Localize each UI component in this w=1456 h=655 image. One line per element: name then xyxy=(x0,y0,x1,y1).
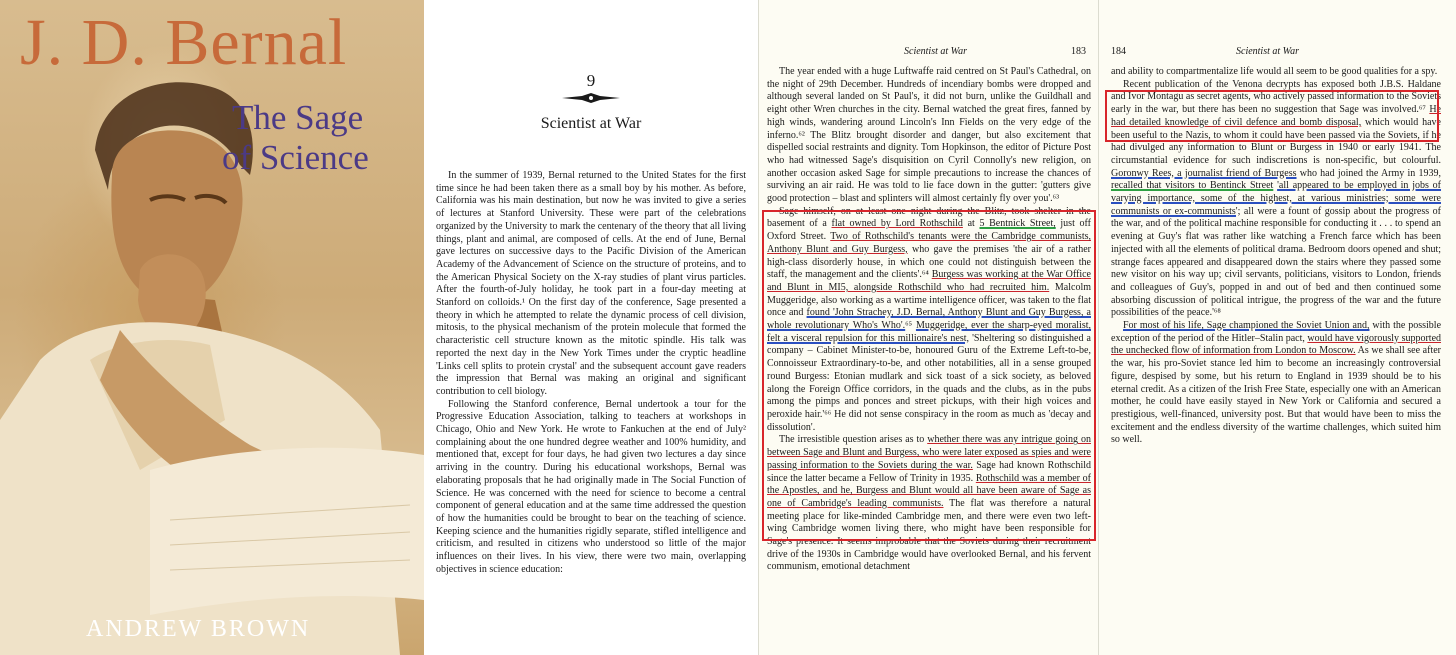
page-3-body xyxy=(1111,66,1441,447)
page-3-paragraph: and ability to compartmentalize life would all seem to be good qualities for a spy. xyxy=(1111,66,1438,77)
running-head: Scientist at War xyxy=(904,46,967,57)
blue-underlined-passage: For most of his life, Sage championed the Soviet Union and, xyxy=(1123,320,1370,332)
book-page-184 xyxy=(1098,0,1456,655)
blue-underlined-passage: found 'John Strachey, J.D. Bernal, Anthony Blunt and Guy Burgess, a whole revolutionary Who's Who'. xyxy=(767,307,1091,332)
blue-underlined-passage: Muggeridge, ever the sharp-eyed moralist, felt a visceral repulsion for this millionaire's nest, xyxy=(767,320,1091,344)
book-cover xyxy=(0,0,424,655)
text-run: Sage himself, on at least one night during the Blitz, took shelter in the basement of a xyxy=(767,205,1091,230)
text-run: 'Sheltering so distinguished a company – Cabinet Minister-to-be, honoured Guru of the Extreme Left-to-be, Connoisseur Extraordinary-to-be, and other notabilities, all in a sense grouped round Burgess: Etonian mudlark and sick toast of a sick society, as beloved along the Foreign Office corridors, in the quads and the clubs, as in the pubs among the pimps and ponces and street pickups, with their high voices and peroxide hair.'⁶⁶ He did not sense conspiracy in the room as much as 'decay and dissolution'. xyxy=(767,332,1091,433)
page-1-paragraph: In the summer of 1939, Bernal returned to the United States for the first time since he had been taken there as a small boy by his mother. As before, California was his main destination, but now he was invited to give a series of lectures at Stanford University. These were part of the celebrations organized by the University to mark the centenary of the theory that all living things, plant and animal, are composed of cells. At the end of June, Bernal gave lectures on successive days to the Pacific Division of the American Academy of the Advancement of Science on the structure of proteins, and to the American Physical Society on the X-ray studies of plant virus particles. After the fourth-of-July holiday, he took part in a four-day meeting at Stanford on colloids.¹ On the first day of the conference, Sage presented a theory in which he attempted to relate the dynamic process of cell division, mitosis, to the physical mechanism of the protein molecule that formed the characteristic cell structure known as the mitotic spindle. His talk was reported the next day in the New York Times under the cryptic headline 'Links cell splits to protein crystal' and the subsequent account gave readers the impression that Bernal was making an original and significant contribution to cell biology. xyxy=(436,170,746,397)
cover-writer-name: ANDREW BROWN xyxy=(86,616,311,642)
text-run: which would have been useful to the Nazis, to whom it could have been passed via the Soviets, if he had divulged any information to Blunt or Burgess in 1940 or early 1941. The circumstantial evidence for such indiscretions is non-specific, but colourful. xyxy=(1111,116,1441,166)
page-2-highlighted-paragraph xyxy=(767,434,1091,574)
blue-underlined-passage: 'all appeared to be employed in jobs of varying importance, some of the highest, at various ministries; some were communists or ex-communists'; xyxy=(1111,180,1442,217)
red-underlined-passage: whether there was any intrigue going on between Sage and Blunt and Burgess, who were later exposed as spies and were passing information to the Soviets during the war. xyxy=(767,434,1091,471)
red-underlined-passage: Two of Rothschild's tenants were the Cambridge communists, Anthony Blunt and Guy Burgess, xyxy=(767,231,1091,255)
page-number: 183 xyxy=(1071,46,1086,57)
text-run: As we shall see after the war, his pro-Soviet stance led him to become an increasingly controversial figure, despised by some, but his return to England in 1939 should be to his eternal credit. As a citizen of the Irish Free State, especially one with an American mother, he could have easily stayed in New York or California and secured a prestigious, well-financed, university post. But that would have been to miss the excitement and the endless diversity of the wartime challenges, which suited him so well. xyxy=(1111,345,1441,446)
red-underlined-passage: would have vigorously supported the unchecked flow of information from London to Moscow. xyxy=(1111,332,1442,357)
cover-title xyxy=(222,98,424,178)
page-3-highlighted-paragraph xyxy=(1111,79,1441,320)
running-head: Scientist at War xyxy=(1236,46,1299,57)
cover-title-line-2: of Science xyxy=(222,138,369,177)
text-run: all were a fount of gossip about the progress of the war, and of the political machine responsible for conducting it . . . to spend an evening at Guy's flat was rather like watching a French farce which has been injected with all the elements of political drama. Bedroom doors opened and shut; strange faces appeared and disappeared down the stairs where they passed some new visitor on his way up; civil servants, politicians, visitors to London, friends and colleagues of Guy's, popped in and out of bed and then continued some absorbing discussion of political intrigue, the progress of the war and the future possibilities of the peace.'⁶⁸ xyxy=(1111,205,1441,319)
book-page-183 xyxy=(758,0,1098,655)
text-run: with the possible exception of the period of the Hitler–Stalin pact, xyxy=(1111,320,1442,344)
text-run: Recent publication of the Venona decrypts has exposed both J.B.S. Haldane and Ivor Montagu as secret agents, who actively passed information to the Soviets early in the war, but there has been no suggestion that Sage was involved.⁶⁷ xyxy=(1111,78,1441,116)
text-run: ⁶⁵ xyxy=(905,320,916,332)
page-number: 184 xyxy=(1111,46,1126,57)
red-underlined-passage: He had detailed knowledge of civil defence and bomb disposal, xyxy=(1111,104,1441,128)
cover-author-name: J. D. Bernal xyxy=(20,6,348,79)
page-2-paragraph: The year ended with a huge Luftwaffe raid centred on St Paul's Cathedral, on the night of 29th December. Hundreds of incendiary bombs were dropped and although several landed on St Paul's, it did not burn, unlike the Guildhall and eight other Wren churches in the city. Bernal watched the great fires, fanned by high winds, wandering around Lincoln's Inn Fields on the very edge of the inferno.⁶² The Blitz brought disorder and danger, but also excitement that dispelled social restraints and dignity. Tom Hopkinson, the editor of Picture Post who had witnessed Sage's disquisition on Cyril Connolly's new religion, on another occasion asked Sage for simple precautions to increase the chances of surviving an air raid. He was told to lie face down in the gutter: 'gutters give good protection – blast and splinters will almost certainly fly over you'.⁶³ xyxy=(767,66,1091,205)
page-1-body xyxy=(436,170,746,577)
red-underlined-passage: Burgess was working at the War Office and Blunt in MI5, alongside Rothschild who had recruited him. xyxy=(767,269,1091,293)
green-underlined-passage: recalled that visitors to Bentinck Street xyxy=(1111,180,1274,192)
red-underlined-passage: flat owned by Lord Rothschild xyxy=(831,218,963,230)
text-run: Sage had known Rothschild since the latter became a Fellow of Trinity in 1935. xyxy=(767,459,1091,484)
page-3-paragraph xyxy=(1111,320,1441,447)
book-page-chapter-opening xyxy=(424,0,758,655)
text-run: The irresistible question arises as to xyxy=(779,434,928,446)
blue-underlined-passage: Goronwy Rees, a journalist friend of Burgess xyxy=(1111,167,1297,179)
page-2-highlighted-paragraph xyxy=(767,206,1091,435)
text-run: at xyxy=(962,218,980,230)
red-underlined-passage: Rothschild was a member of the Apostles, and he, Burgess and Blunt would all have been aware of Sage as one of Cambridge's leading communists. xyxy=(767,472,1092,509)
text-run: who gave the premises 'the air of a rather high-class disorderly house, in which one could not distinguish between the staff, the management and the clients'.⁶⁴ xyxy=(767,243,1092,281)
chapter-ornament-icon xyxy=(562,93,620,103)
green-underlined-passage: 5 Bentnick Street, xyxy=(979,218,1056,230)
text-run: just off Oxford Street. xyxy=(767,218,1091,243)
chapter-number: 9 xyxy=(586,71,596,90)
page-1-paragraph: Following the Stanford conference, Bernal undertook a tour for the Progressive Education Association, talking to teachers at workshops in Chicago, Ohio and New York. He wrote to Fankuchen at the end of July² complaining about the one hundred degree weather and 100% humidity, and mentioned that, except for four days, he had given two lectures a day since arriving in the country. During his educational workshops, Bernal was elaborating proposals that he had originally made in The Social Function of Science. He was concerned with the need for science to become a central component of general education and at the same time addressed the question of how the humanities could be brought to bear on the teaching of science. Keeping science and the humanities rigidly separate, stifled intelligence and criticism, and resulted in citizens who understood so little of the major influences on their lives. In his view, there were two main, overlapping objectives in science education: xyxy=(436,398,746,575)
page-2-body xyxy=(767,66,1091,574)
cover-title-line-1: The Sage xyxy=(232,98,364,137)
text-run: Malcolm Muggeridge, also working as a wartime intelligence officer, was taken to the flat once and xyxy=(767,281,1092,319)
text-run: The flat was therefore a natural meeting place for like-minded Cambridge men, and there were even two left-wing Cambridge women living there, who might have been responsible for Sage's presence. It seems improbable that the Soviets during their recruitment drive of the 1930s in Cambridge would have overlooked Bernal, and his fervent communism, emotional detachment xyxy=(767,497,1091,573)
chapter-title: Scientist at War xyxy=(540,115,642,132)
text-run: who had joined the Army in 1939, xyxy=(1296,167,1442,179)
